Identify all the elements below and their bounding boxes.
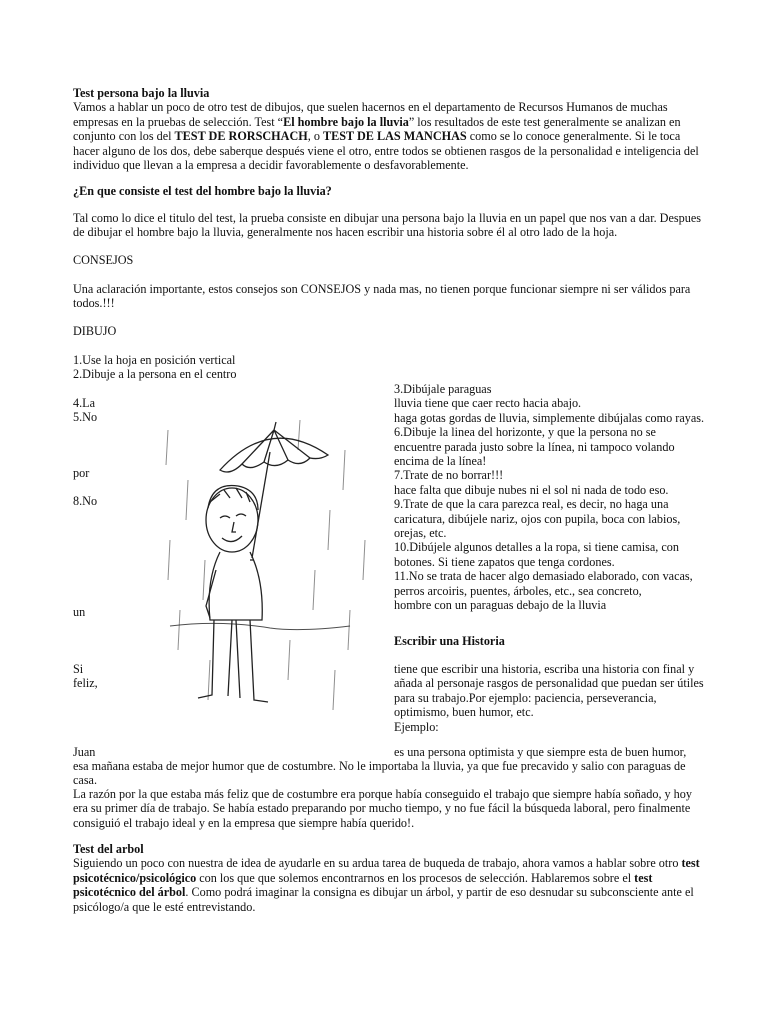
rain-line: [168, 540, 170, 580]
dibujo-item-11-end: hombre con un paraguas debajo de la lluvia: [394, 598, 607, 613]
umbrella-tip: [274, 422, 276, 430]
rain-line: [298, 420, 300, 450]
rain-line: [313, 570, 315, 610]
dibujo-item-8: hace falta que dibuje nubes ni el sol ni nada de todo eso.: [394, 482, 669, 497]
leg-left: [198, 620, 214, 698]
rain-line: [166, 430, 168, 465]
leg-right: [250, 620, 268, 702]
dibujo-item-6: 6.Dibuje la linea del horizonte, y que la persona no se encuentre parada justo sobre la línea, ni tampoco volando: [394, 425, 675, 454]
story-paragraph-2: La razón por la que estaba más feliz que de costumbre era porque había conseguido el trabajo que siempre había soñado, y hoy era su primer día de trabajo. Se había estado preparando por mucho tiempo, y no fue fácil la búsqueda laboral, pero finalmente consiguió el trabajo ideal y en la empresa que siempre había querido!.: [73, 787, 692, 830]
rain-line: [348, 610, 350, 650]
dibujo-item-4-left: 4.La: [73, 396, 95, 410]
consejos-text: Una aclaración importante, estos consejos son CONSEJOS y nada mas, no tienen porque funcionar siempre ni ser válidos para todos.!!!: [73, 282, 691, 311]
dibujo-item-8-left: 8.No: [73, 494, 98, 508]
dibujo-item-11: 11.No se trata de hacer algo demasiado elaborado, con vacas, perros arcoiris, puentes, árboles, etc., sea concreto,: [394, 569, 693, 598]
question-title: ¿En que consiste el test del hombre bajo la lluvia?: [73, 184, 332, 198]
section-title: Test persona bajo la lluvia: [73, 86, 210, 100]
rain-line: [288, 640, 290, 680]
rain-line: [343, 450, 345, 490]
dibujo-heading: DIBUJO: [73, 324, 117, 338]
historia-ejemplo: Ejemplo:: [394, 719, 439, 734]
eye-left: [220, 516, 230, 518]
umbrella-canopy: [220, 438, 328, 472]
dibujo-item-6-end: encima de la línea!: [394, 454, 487, 469]
intro-paragraph: Vamos a hablar un poco de otro test de dibujos, que suelen hacernos en el departamento de Recursos Humanos de muchas empresas en la pruebas de selección. Test “El hombre bajo la lluvia” los resultados de este test generalmente se analizan en conjunto con los del TEST DE RORSCHACH, o TEST DE LAS MANCHAS como se lo conoce generalmente. Si le toca hacer alguno de los dos, debe saberque después viene el otro, entre todos se obtienen rasgos de la personalidad e inteligencia del individuo que llevan a la empresa a decidir favorablemente o desfavorablemente.: [73, 100, 699, 173]
dibujo-right-column: [394, 382, 706, 613]
dibujo-item-4: lluvia tiene que caer recto hacia abajo.: [394, 396, 582, 411]
historia-text: tiene que escribir una historia, escriba una historia con final y añada al personaje rasgos de personalidad que puedan ser útiles para su trabajo.Por ejemplo: paciencia, perseverancia, optimismo, buen humor, etc.: [394, 662, 704, 720]
dibujo-item-1: 1.Use la hoja en posición vertical: [73, 353, 236, 367]
arbol-title: Test del arbol: [73, 842, 144, 856]
dibujo-item-5: haga gotas gordas de lluvia, simplemente dibújalas como rayas.: [394, 410, 705, 425]
story-juan-rest: es una persona optimista y que siempre esta de buen humor,: [394, 745, 687, 759]
dibujo-item-11-left: un: [73, 605, 86, 619]
historia-left-1: Si: [73, 662, 84, 676]
arbol-paragraph: Siguiendo un poco con nuestra de idea de ayudarle en su ardua tarea de buqueda de trabajo, ahora vamos a hablar sobre otro test psicotécnico/psicológico con los que que solemos encontrarnos en los procesos de selección. Hablaremos sobre el test psicotécnico del árbol. Como podrá imaginar la consigna es dibujar un árbol, y partir de eso desnudar su subconsciente ante el psicólogo/a que le esté entrevistando.: [73, 856, 700, 914]
mouth: [222, 536, 242, 542]
historia-heading: Escribir una Historia: [394, 634, 505, 648]
leg-inner: [228, 620, 240, 698]
dibujo-item-5-left: 5.No: [73, 410, 98, 424]
story-juan: Juan: [73, 745, 96, 759]
torso: [209, 552, 262, 620]
horizon-line: [170, 623, 350, 629]
dibujo-item-3: 3.Dibújale paraguas: [394, 382, 492, 396]
rain-line: [203, 560, 205, 600]
dibujo-item-9: 9.Trate de que la cara parezca real, es decir, no haga una caricatura, dibújele nariz, ojos con pupila, boca con labios, orejas, etc.: [394, 497, 681, 541]
historia-text-column: [394, 662, 706, 734]
person-under-rain-drawing: [150, 410, 380, 740]
nose: [232, 522, 236, 532]
question-text: Tal como lo dice el titulo del test, la prueba consiste en dibujar una persona bajo la lluvia en un papel que nos van a dar. Despues de dibujar el hombre bajo la lluvia, generalmente nos hacen escribir una historia sobre él al otro lado de la hoja.: [73, 211, 701, 240]
dibujo-item-7: 7.Trate de no borrar!!!: [394, 468, 504, 483]
rain-line: [208, 660, 210, 700]
rain-line: [186, 480, 188, 520]
historia-left-2: feliz,: [73, 676, 98, 690]
umbrella-rib: [242, 430, 310, 464]
rain-line: [328, 510, 330, 550]
rain-line: [363, 540, 365, 580]
arbol-section: [73, 842, 703, 914]
intro-section: [73, 86, 703, 172]
head: [206, 488, 258, 552]
story-paragraph-1: esa mañana estaba de mejor humor que de costumbre. No le importaba la lluvia, ya que fue precavido y salio con paraguas de casa.: [73, 759, 686, 788]
dibujo-item-2: 2.Dibuje a la persona en el centro: [73, 367, 237, 381]
dibujo-item-10: 10.Dibújele algunos detalles a la ropa, si tiene camisa, con botones. Si tiene zapatos que tenga cordones.: [394, 540, 679, 569]
consejos-heading: CONSEJOS: [73, 253, 134, 267]
dibujo-item-6-left: por: [73, 466, 90, 480]
rain-line: [178, 610, 180, 650]
eye-right: [236, 514, 246, 516]
rain-line: [333, 670, 335, 710]
